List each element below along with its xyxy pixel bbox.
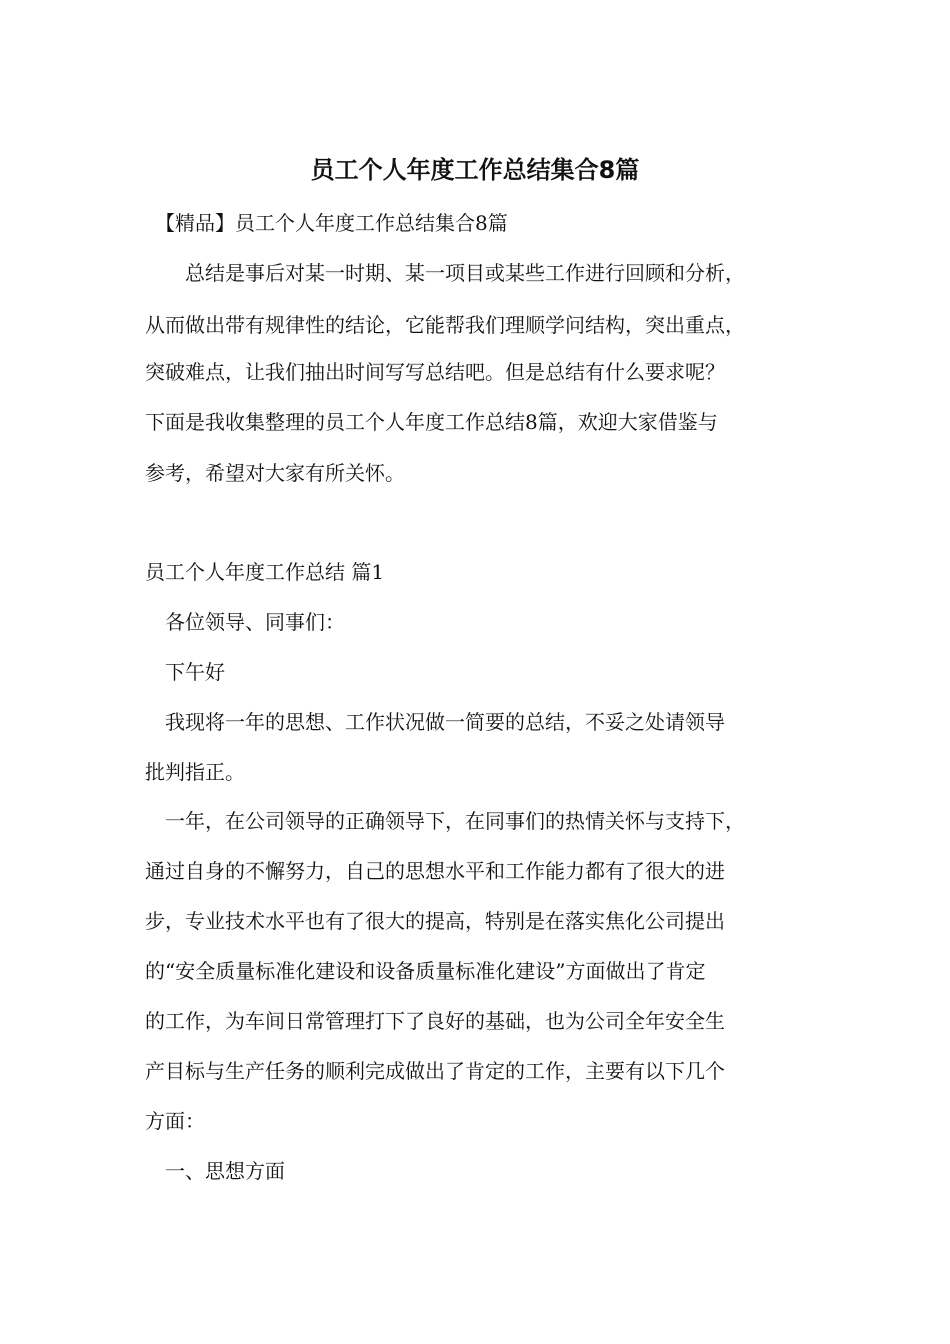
body-line-6: 的“安全质量标准化建设和设备质量标准化建设”方面做出了肯定 [145, 959, 706, 983]
intro-line-4: 下面是我收集整理的员工个人年度工作总结8篇，欢迎大家借鉴与 [145, 410, 718, 434]
document-title: 员工个人年度工作总结集合8篇 [310, 156, 640, 184]
intro-line-2: 从而做出带有规律性的结论，它能帮我们理顺学问结构，突出重点， [145, 313, 745, 337]
intro-line-3: 突破难点，让我们抽出时间写写总结吧。但是总结有什么要求呢？ [145, 360, 725, 384]
greeting-line-2: 下午好 [145, 660, 225, 684]
body-line-8: 产目标与生产任务的顺利完成做出了肯定的工作，主要有以下几个 [145, 1059, 725, 1083]
body-line-9: 方面： [145, 1109, 205, 1133]
greeting-line: 各位领导、同事们： [145, 610, 345, 634]
body-line-1: 我现将一年的思想、工作状况做一简要的总结，不妥之处请领导 [145, 710, 725, 734]
section-heading: 员工个人年度工作总结 篇1 [145, 560, 385, 584]
body-line-5: 步，专业技术水平也有了很大的提高，特别是在落实焦化公司提出 [145, 909, 725, 933]
intro-line-1: 总结是事后对某一时期、某一项目或某些工作进行回顾和分析， [145, 261, 745, 285]
subtitle-line: 【精品】员工个人年度工作总结集合8篇 [145, 211, 508, 235]
intro-line-5: 参考，希望对大家有所关怀。 [145, 461, 405, 485]
body-line-7: 的工作，为车间日常管理打下了良好的基础，也为公司全年安全生 [145, 1009, 725, 1033]
subsection-heading: 一、思想方面 [145, 1159, 285, 1183]
body-line-2: 批判指正。 [145, 760, 245, 784]
body-line-3: 一年，在公司领导的正确领导下，在同事们的热情关怀与支持下， [145, 809, 745, 833]
body-line-4: 通过自身的不懈努力，自己的思想水平和工作能力都有了很大的进 [145, 859, 725, 883]
